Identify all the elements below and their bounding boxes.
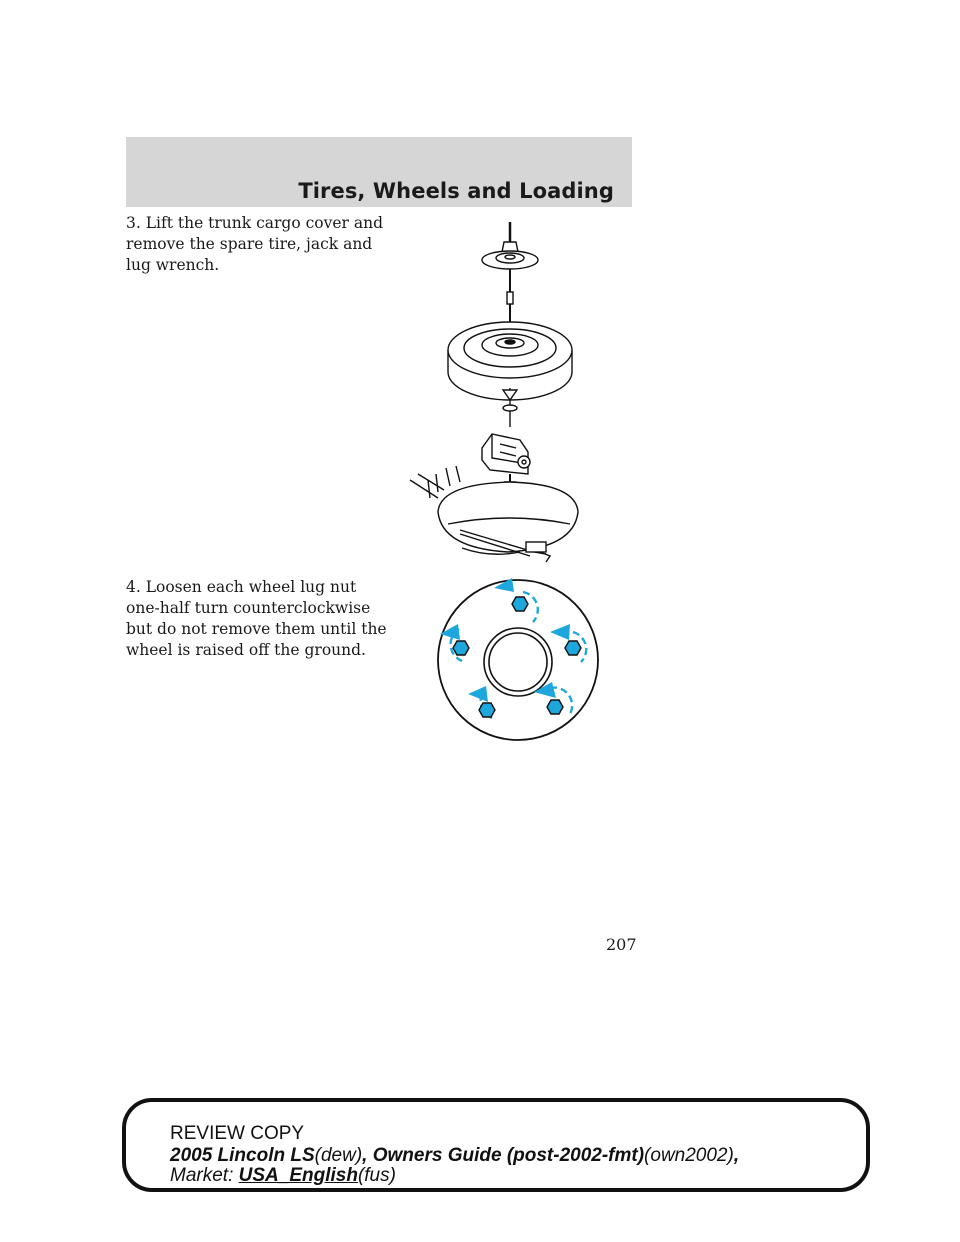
review-copy-footer [122,1098,870,1192]
step-3-text: 3. Lift the trunk cargo cover and remove the spare tire, jack and lug wrench. [126,214,384,274]
footer-guide: , Owners Guide (post-2002-fmt) [362,1145,645,1166]
section-title: Tires, Wheels and Loading [298,179,614,203]
section-header [126,137,632,207]
footer-guide-code: (own2002) [644,1145,734,1166]
step-4-text: 4. Loosen each wheel lug nut one-half turn counterclockwise but do not remove them until the wheel is raised off the ground. [126,578,387,659]
page-number: 207 [606,935,637,954]
spare-tire-jack-illustration [400,212,600,572]
footer-model: 2005 Lincoln LS [170,1145,315,1166]
lug-nut-wheel-illustration [432,574,604,746]
footer-market-label: Market: [170,1165,234,1186]
footer-market-code: (fus) [357,1165,396,1186]
footer-model-code: (dew) [314,1145,363,1166]
footer-market: USA_English [238,1165,358,1186]
footer-document-line [170,1146,739,1166]
footer-market-line [170,1166,396,1186]
footer-comma: , [733,1145,740,1166]
footer-review-label: REVIEW COPY [170,1123,305,1144]
